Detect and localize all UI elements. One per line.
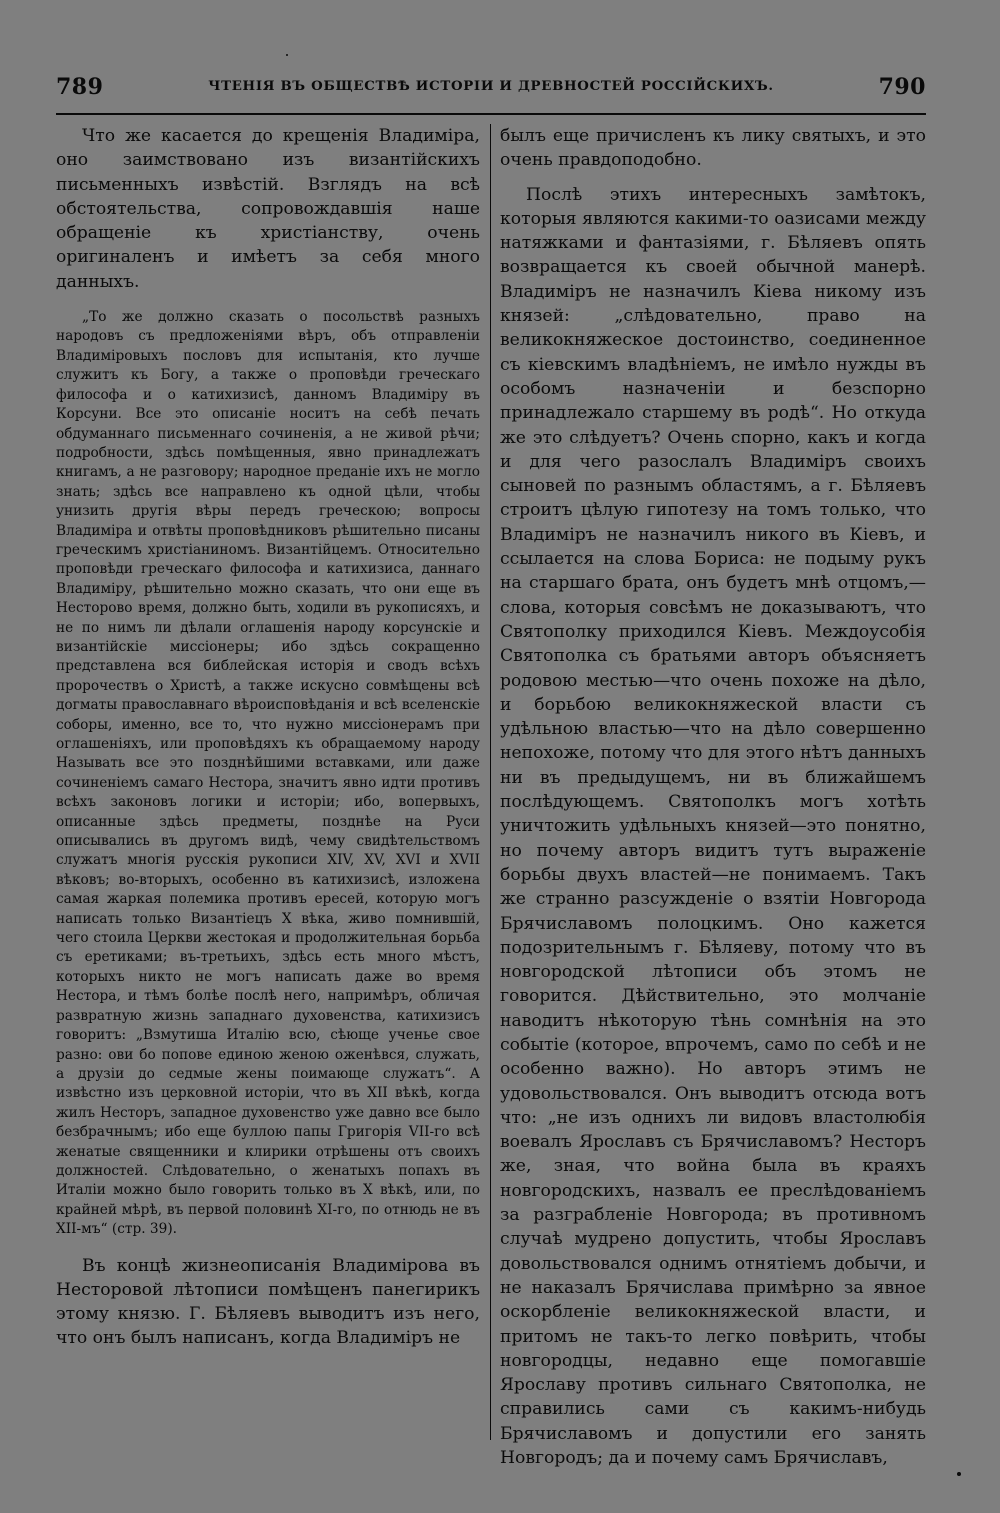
page-number-left: 789 [56,74,104,100]
scan-speck [286,54,288,56]
right-paragraph-1: былъ еще причисленъ къ лику святыхъ, и это очень правдоподобно. [500,126,926,171]
right-column [500,124,926,1470]
left-paragraph-1: Что же касается до крещенія Владиміра, оно заимствовано изъ византійскихъ письменныхъ извѣстій. Взглядъ на всѣ обстоятельства, сопровождавшія наше обращеніе къ христіанству, очень оригиналенъ и имѣетъ за себя много данныхъ. [56,126,480,292]
left-quote-block: „То же должно сказать о посольствѣ разныхъ народовъ съ предложеніями вѣръ, объ отправленіи Владиміровыхъ пословъ для испытанія, кто лучше служитъ къ Богу, а также о проповѣди греческаго философа и о катихизисѣ, данномъ Владиміру въ Корсуни. Все это описаніе носитъ на себѣ печать обдуманнаго письменнаго сочиненія, а не живой рѣчи; подробности, здѣсь помѣщенныя, явно принадлежатъ книгамъ, а не разговору; народное преданіе ихъ не могло знать; здѣсь все направлено къ одной цѣли, чтобы унизить другія вѣры передъ греческою; вопросы Владиміра и отвѣты проповѣдниковъ рѣшительно писаны греческимъ христіаниномъ. Византійцемъ. Относительно проповѣди греческаго философа и катихизиса, даннаго Владиміру, рѣшительно можно сказать, что они еще въ Несторово время, должно быть, ходили въ рукописяхъ, и не по нимъ ли дѣлали оглашенія народу корсунскіе и византійскіе миссіонеры; ибо здѣсь сокращенно представлена вся библейская исторія и сводъ всѣхъ пророчествъ о Христѣ, а также искусно совмѣщены всѣ догматы православнаго вѣроисповѣданія и всѣ вселенскіе соборы, именно, все то, что нужно миссіонерамъ при оглашеніяхъ, или проповѣдяхъ къ обращаемому народу Называть все это позднѣйшими вставками, или даже сочиненіемъ самаго Нестора, значитъ явно идти противъ всѣхъ законовъ логики и исторіи; ибо, вопервыхъ, описанные здѣсь предметы, позднѣе на Руси описывались въ другомъ видѣ, чему свидѣтельствомъ служатъ многія русскія рукописи XIV, XV, XVI и XVII вѣковъ; во-вторыхъ, особенно въ катихизисѣ, изложена самая жаркая полемика противъ ересей, которую могъ написать только Византіецъ X вѣка, живо помнившій, чего стоила Церкви жестокая и продолжительная борьба съ еретиками; въ-третьихъ, здѣсь есть много мѣстъ, которыхъ никто не могъ написать даже во время Нестора, и тѣмъ болѣе послѣ него, напримѣръ, обличая развратную жизнь западнаго духовенства, катихизисъ говоритъ: „Взмутиша Италію всю, сѣюще ученье свое разно: ови бо попове единою женою оженѣвся, служать, а друзіи до седмые жены поимающе служатъ“. А извѣстно изъ церковной исторіи, что въ XII вѣкѣ, когда жилъ Несторъ, западное духовенство уже давно все было безбрачнымъ; ибо еще буллою папы Григорія VII-го всѣ женатые священники и клирики отрѣшены отъ своихъ должностей. Слѣдовательно, о женатыхъ попахъ въ Италіи можно было говорить только въ X вѣкѣ, или, по крайней мѣрѣ, въ первой половинѣ XI-го, по отнюдь не въ XII-мъ“ (стр. 39). [56,309,480,1238]
header-rule [56,113,926,115]
running-title: ЧТЕНІЯ ВЪ ОБЩЕСТВѢ ИСТОРІИ И ДРЕВНОСТЕЙ РОССІЙСКИХЪ. [208,79,774,94]
page-number-right: 790 [878,74,926,100]
running-head [56,74,926,104]
column-divider [490,124,491,1440]
right-paragraph-2: Послѣ этихъ интересныхъ замѣтокъ, которыя являются какими-то оазисами между натяжками и фантазіями, г. Бѣляевъ опять возвращается къ своей обычной манерѣ. Владиміръ не назначилъ Кіева никому изъ князей: „слѣдовательно, право на великокняжеское достоинство, соединенное съ кіевскимъ владѣніемъ, не имѣло нужды въ особомъ назначеніи и безспорно принадлежало старшему въ родѣ“. Но откуда же это слѣдуетъ? Очень спорно, какъ и когда и для чего разослалъ Владиміръ своихъ сыновей по разнымъ областямъ, а г. Бѣляевъ строитъ цѣлую гипотезу на томъ только, что Владиміръ не назначилъ никого въ Кіевъ, и ссылается на слова Бориса: не подыму рукъ на старшаго брата, онъ будетъ мнѣ отцомъ,—слова, которыя совсѣмъ не доказываютъ, что Святополку приходился Кіевъ. Междоусобія Святополка съ братьями авторъ объясняетъ родовою местью—что очень похоже на дѣло, и борьбою великокняжеской власти съ удѣльною властью—что на дѣло совершенно непохоже, потому что для этого нѣтъ данныхъ ни въ предыдущемъ, ни въ ближайшемъ послѣдующемъ. Святополкъ могъ хотѣть уничтожить удѣльныхъ князей—это понятно, но почему авторъ видитъ тутъ выраженіе борьбы двухъ властей—не понимаемъ. Такъ же странно разсужденіе о взятіи Новгорода Брячиславомъ полоцкимъ. Оно кажется подозрительнымъ г. Бѣляеву, потому что въ новгородской лѣтописи объ этомъ не говорится. Дѣйствительно, это молчаніе наводитъ нѣкоторую тѣнь сомнѣнія на это событіе (которое, впрочемъ, само по себѣ и не особенно важно). Но авторъ этимъ не удовольствовался. Онъ выводитъ отсюда вотъ что: „не изъ однихъ ли видовъ властолюбія воевалъ Ярославъ съ Брячиславомъ? Несторъ же, зная, что война была въ краяхъ новгородскихъ, назвалъ ее преслѣдованіемъ за разграбленіе Новгорода; въ противномъ случаѣ мудрено допустить, чтобы Ярославъ довольствовался однимъ отнятіемъ добычи, и не наказалъ Брячислава примѣрно за явное оскорбленіе великокняжеской власти, и притомъ не такъ-то легко повѣрить, чтобы новгородцы, недавно еще помогавшіе Ярославу противъ сильнаго Святополка, не справились сами съ какимъ-нибудь Брячиславомъ и допустили его занять Новгородъ; да и почему самъ Брячиславъ, [500,184,926,1469]
scan-speck [957,1472,961,1476]
left-paragraph-2: Въ концѣ жизнеописанія Владимірова въ Несторовой лѣтописи помѣщенъ панегирикъ этому князю. Г. Бѣляевъ выводитъ изъ него, что онъ былъ написанъ, когда Владиміръ не [56,1255,480,1349]
left-column [56,124,480,1351]
